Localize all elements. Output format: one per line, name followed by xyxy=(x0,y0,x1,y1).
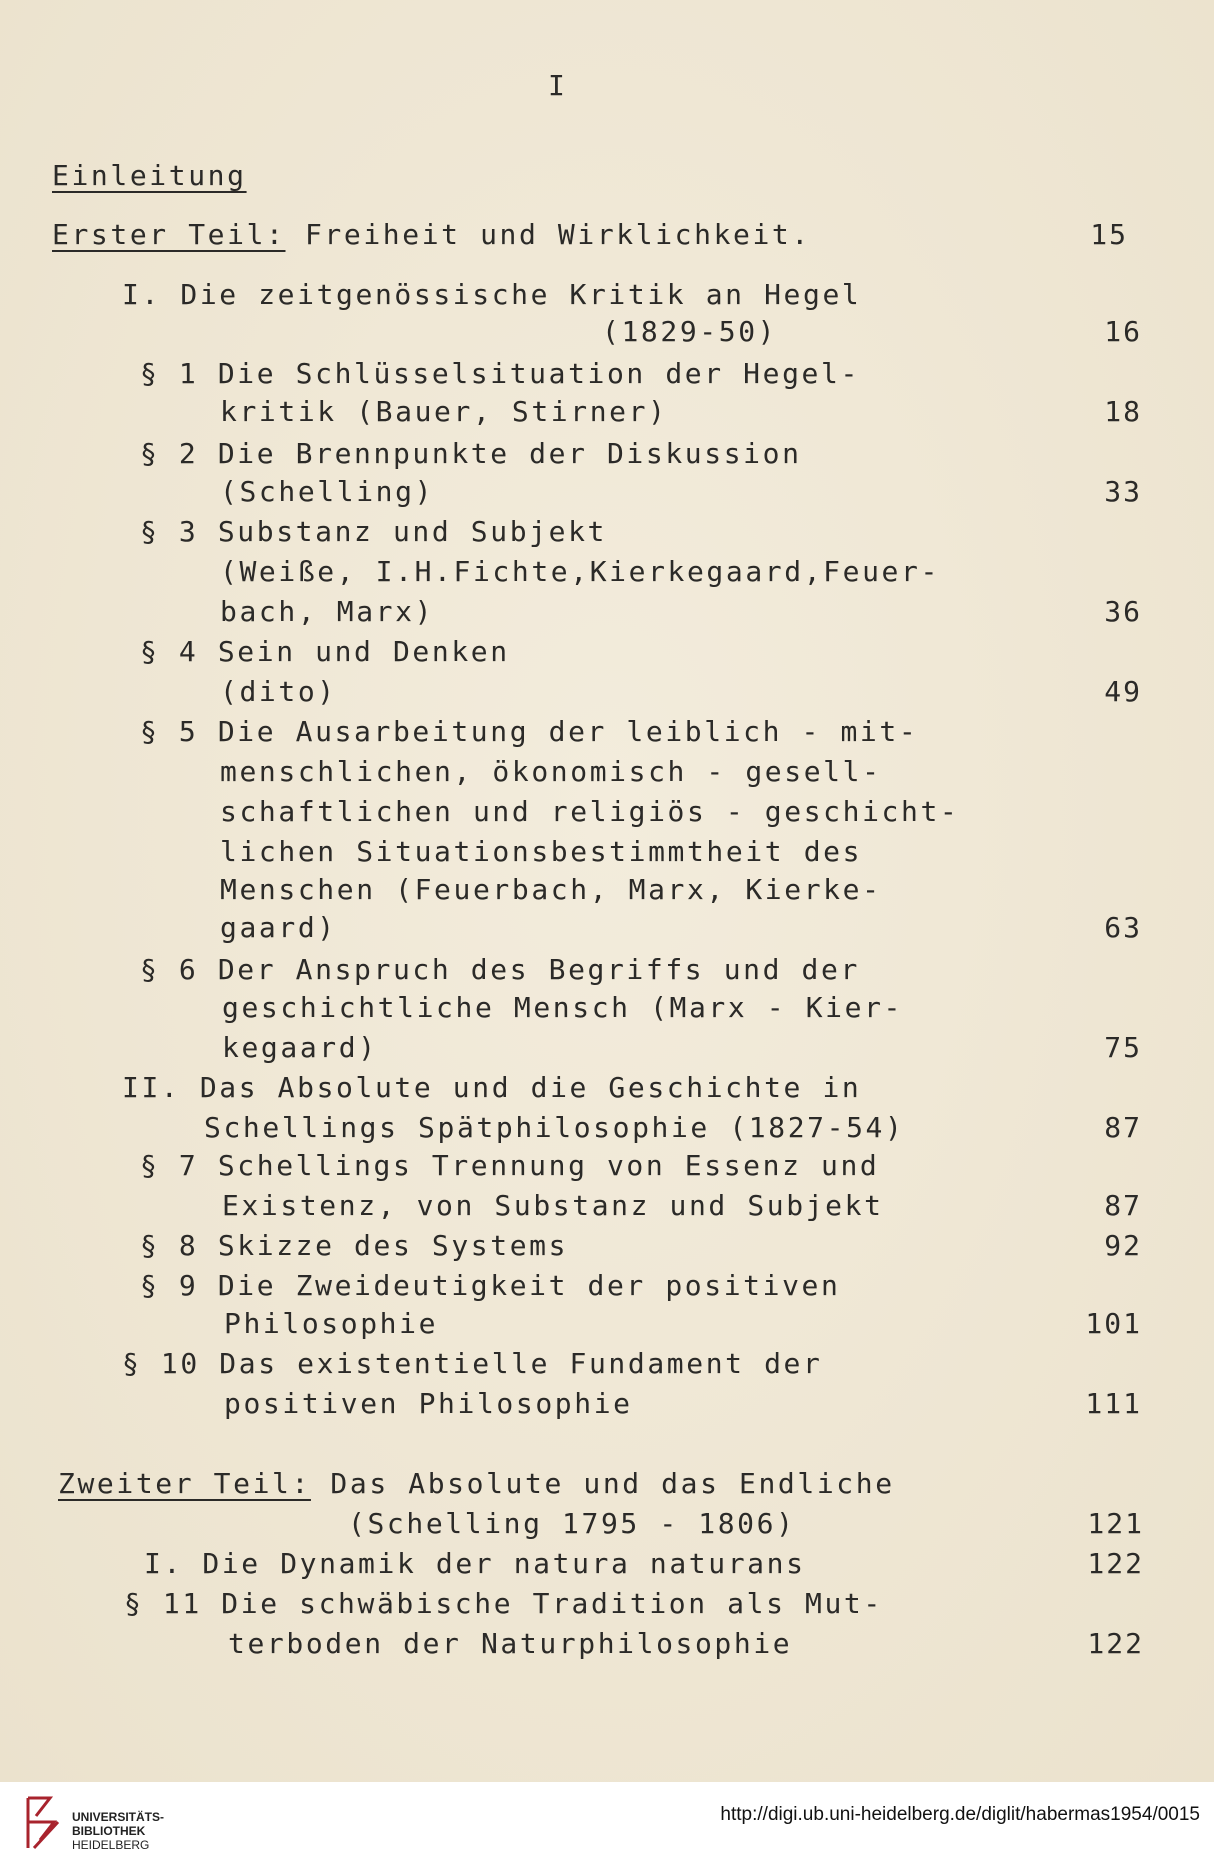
toc-line: positiven Philosophie xyxy=(224,1387,633,1420)
toc-page: 36 xyxy=(1104,595,1142,628)
source-url-link[interactable]: http://digi.ub.uni-heidelberg.de/diglit/habermas1954/0015 xyxy=(720,1804,1200,1825)
toc-line: (1829-50) xyxy=(602,315,778,348)
toc-page: 49 xyxy=(1104,675,1142,708)
toc-page: 75 xyxy=(1104,1031,1142,1064)
toc-part-two: Zweiter Teil: Das Absolute und das Endliche xyxy=(58,1467,895,1500)
toc-line: § 3 Substanz und Subjekt xyxy=(140,515,607,548)
toc-page: 87 xyxy=(1104,1189,1142,1222)
toc-line: (Schelling 1795 - 1806) xyxy=(348,1507,796,1540)
toc-line: § 10 Das existentielle Fundament der xyxy=(122,1347,823,1380)
toc-line: § 5 Die Ausarbeitung der leiblich - mit- xyxy=(140,715,919,748)
toc-part-one: Erster Teil: Freiheit und Wirklichkeit. xyxy=(52,218,811,251)
toc-line: Schellings Spätphilosophie (1827-54) xyxy=(204,1111,905,1144)
toc-heading-einleitung: Einleitung xyxy=(52,159,247,192)
toc-line: § 6 Der Anspruch des Begriffs und der xyxy=(140,953,860,986)
toc-line: Existenz, von Substanz und Subjekt xyxy=(222,1189,884,1222)
toc-line: § 9 Die Zweideutigkeit der positiven xyxy=(140,1269,841,1302)
toc-page: 15 xyxy=(1090,218,1128,251)
toc-page: 122 xyxy=(1087,1627,1144,1660)
toc-line: II. Das Absolute und die Geschichte in xyxy=(122,1071,862,1104)
toc-line: § 2 Die Brennpunkte der Diskussion xyxy=(140,437,802,470)
toc-page: 111 xyxy=(1085,1387,1142,1420)
toc-line: bach, Marx) xyxy=(220,595,435,628)
footer-bar xyxy=(0,1782,1214,1870)
toc-page: 18 xyxy=(1104,395,1142,428)
toc-line: § 4 Sein und Denken xyxy=(140,635,510,668)
toc-line: terboden der Naturphilosophie xyxy=(228,1627,793,1660)
toc-line: (Schelling) xyxy=(220,475,435,508)
toc-line: kegaard) xyxy=(222,1031,378,1064)
toc-line: kritik (Bauer, Stirner) xyxy=(220,395,668,428)
page-number: I xyxy=(548,69,568,102)
toc-page: 63 xyxy=(1104,911,1142,944)
toc-line: geschichtliche Mensch (Marx - Kier- xyxy=(222,991,904,1024)
toc-line: lichen Situationsbestimmtheit des xyxy=(220,835,863,868)
logo-line: HEIDELBERG xyxy=(72,1838,150,1852)
logo-line: UNIVERSITÄTS- xyxy=(72,1810,165,1824)
toc-line: Menschen (Feuerbach, Marx, Kierke- xyxy=(220,873,882,906)
part-label: Zweiter Teil: xyxy=(58,1467,311,1500)
toc-page: 16 xyxy=(1104,315,1142,348)
toc-page: 92 xyxy=(1104,1229,1142,1262)
toc-line: gaard) xyxy=(220,911,337,944)
toc-page: 33 xyxy=(1104,475,1142,508)
toc-line: I. Die zeitgenössische Kritik an Hegel xyxy=(122,278,862,311)
toc-line: § 11 Die schwäbische Tradition als Mut- xyxy=(124,1587,883,1620)
toc-line: (Weiße, I.H.Fichte,Kierkegaard,Feuer- xyxy=(220,555,940,588)
toc-line: (dito) xyxy=(220,675,337,708)
library-logo-icon xyxy=(20,1792,64,1854)
part-label: Erster Teil: xyxy=(52,218,286,251)
toc-line: I. Die Dynamik der natura naturans xyxy=(144,1547,806,1580)
logo-line: BIBLIOTHEK xyxy=(72,1824,146,1838)
toc-page: 101 xyxy=(1085,1307,1142,1340)
toc-line: schaftlichen und religiös - geschicht- xyxy=(220,795,960,828)
library-logo-text xyxy=(72,1810,164,1852)
toc-page: 122 xyxy=(1087,1547,1144,1580)
toc-line: Philosophie xyxy=(224,1307,439,1340)
toc-line: menschlichen, ökonomisch - gesell- xyxy=(220,755,882,788)
toc-line: § 1 Die Schlüsselsituation der Hegel- xyxy=(140,357,860,390)
toc-line: § 8 Skizze des Systems xyxy=(140,1229,569,1262)
toc-page: 121 xyxy=(1087,1507,1144,1540)
toc-line: § 7 Schellings Trennung von Essenz und xyxy=(140,1149,880,1182)
toc-page: 87 xyxy=(1104,1111,1142,1144)
